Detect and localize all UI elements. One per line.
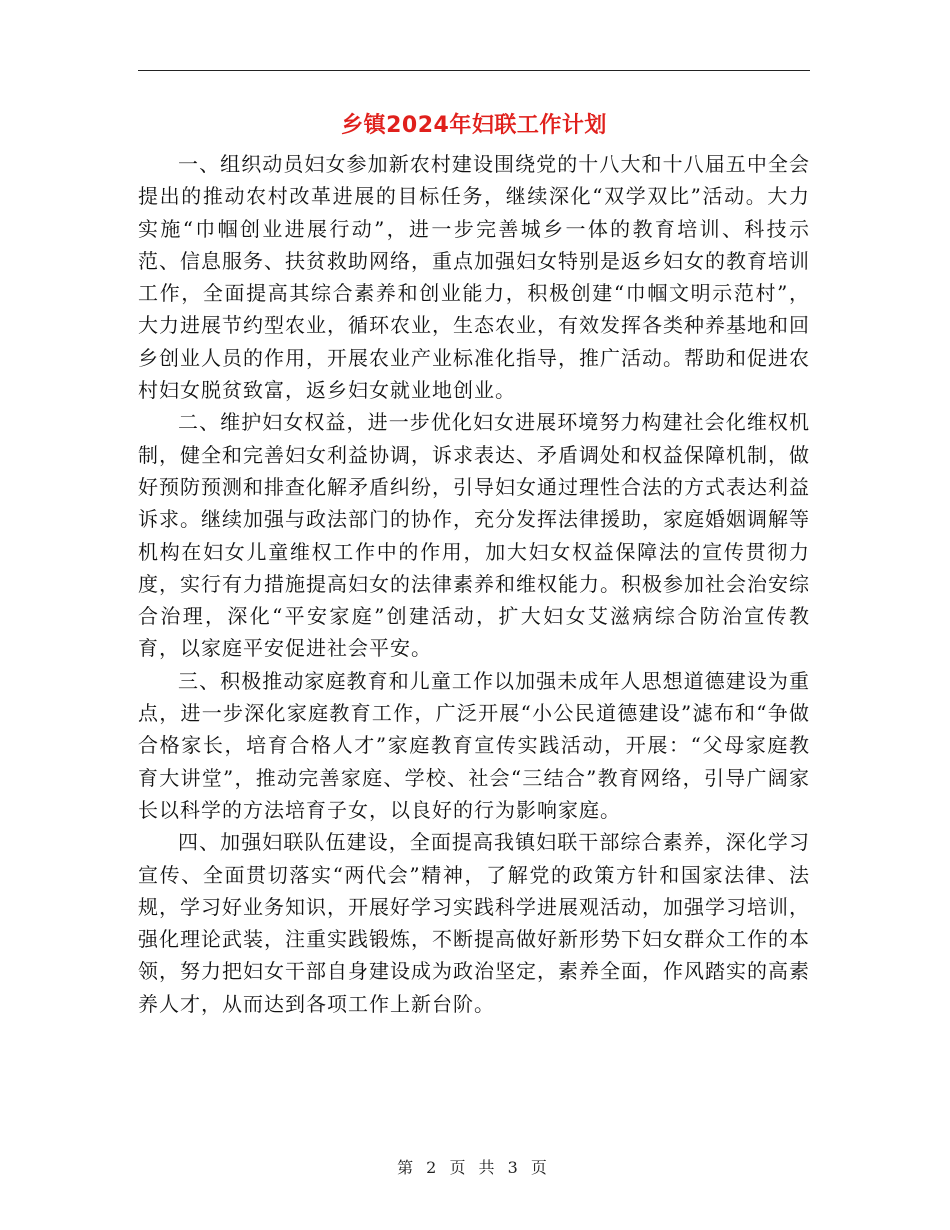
paragraph-3: 三、积极推动家庭教育和儿童工作以加强未成年人思想道德建设为重点，进一步深化家庭教育工作，广泛开展“小公民道德建设”滤布和“争做合格家长，培育合格人才”家庭教育宣传实践活动，开展：“父母家庭教育大讲堂”，推动完善家庭、学校、社会“三结合”教育网络，引导广阔家长以科学的方法培育子女，以良好的行为影响家庭。	[138, 668, 810, 822]
document-body	[138, 148, 810, 1020]
paragraph-1: 一、组织动员妇女参加新农村建设围绕党的十八大和十八届五中全会提出的推动农村改革进展的目标任务，继续深化“双学双比”活动。大力实施“巾帼创业进展行动”，进一步完善城乡一体的教育培训、科技示范、信息服务、扶贫救助网络，重点加强妇女特别是返乡妇女的教育培训工作，全面提高其综合素养和创业能力，积极创建“巾帼文明示范村”，大力进展节约型农业，循环农业，生态农业，有效发挥各类种养基地和回乡创业人员的作用，开展农业产业标准化指导，推广活动。帮助和促进农村妇女脱贫致富，返乡妇女就业地创业。	[138, 152, 810, 403]
page-number-footer: 第 2 页 共 3 页	[397, 1158, 551, 1177]
document-title: 乡镇2024年妇联工作计划	[341, 113, 607, 138]
paragraph-2: 二、维护妇女权益，进一步优化妇女进展环境努力构建社会化维权机制，健全和完善妇女利益协调，诉求表达、矛盾调处和权益保障机制，做好预防预测和排查化解矛盾纠纷，引导妇女通过理性合法的方式表达利益诉求。继续加强与政法部门的协作，充分发挥法律援助，家庭婚姻调解等机构在妇女儿童维权工作中的作用，加大妇女权益保障法的宣传贯彻力度，实行有力措施提高妇女的法律素养和维权能力。积极参加社会治安综合治理，深化“平安家庭”创建活动，扩大妇女艾滋病综合防治宣传教育，以家庭平安促进社会平安。	[138, 410, 810, 661]
paragraph-4: 四、加强妇联队伍建设，全面提高我镇妇联干部综合素养，深化学习宣传、全面贯切落实“两代会”精神，了解党的政策方针和国家法律、法规，学习好业务知识，开展好学习实践科学进展观活动，加强学习培训，强化理论武装，注重实践锻炼，不断提高做好新形势下妇女群众工作的本领，努力把妇女干部自身建设成为政治坚定，素养全面，作风踏实的高素养人才，从而达到各项工作上新台阶。	[138, 830, 810, 1016]
header-rule	[138, 70, 810, 71]
